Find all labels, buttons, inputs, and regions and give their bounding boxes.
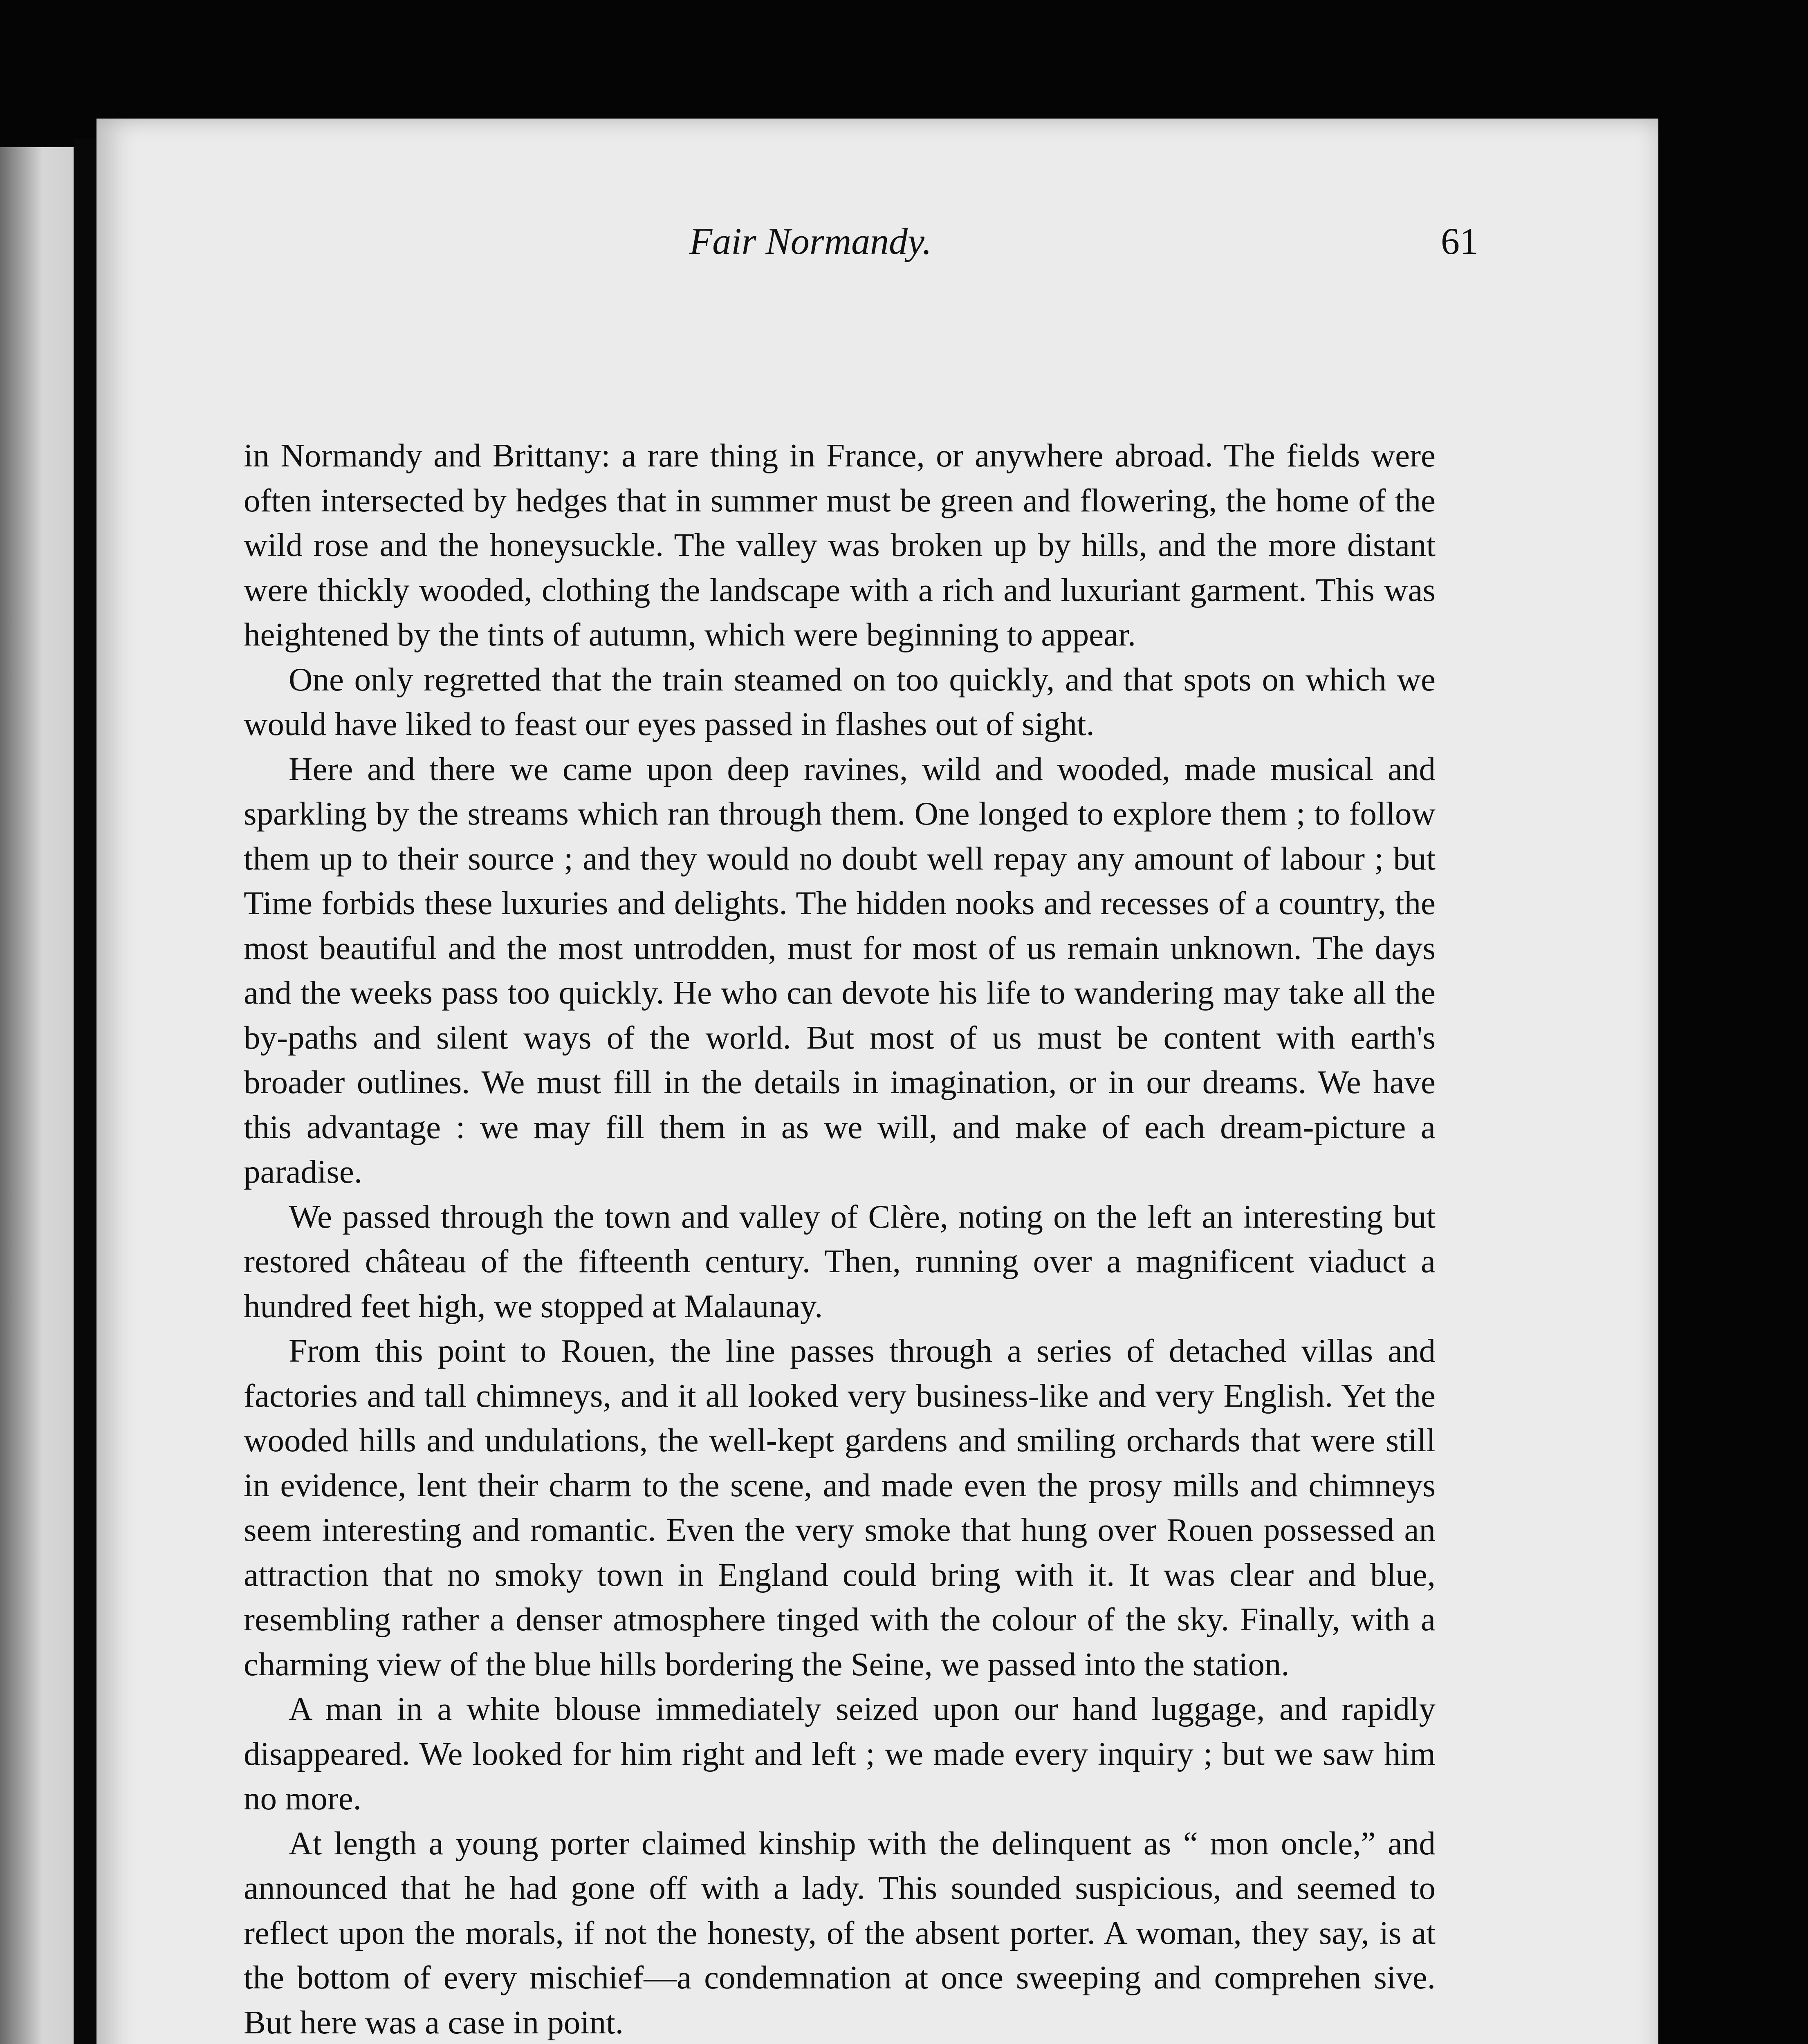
facing-page-edge xyxy=(0,147,78,2044)
paragraph-5: From this point to Rouen, the line passes through a series of detached villas and factories and tall chimneys, and it all looked very business-like and very English. Yet the wooded hills and undulations, the well-kept gardens and smiling orchards that were still in evidence, lent their charm to the scene, and made even the prosy mills and chimneys seem interesting and romantic. Even the very smoke that hung over Rouen possessed an attraction that no smoky town in England could bring with it. It was clear and blue, resembling rather a denser atmosphere tinged with the colour of the sky. Finally, with a charming view of the blue hills bordering the Seine, we passed into the station. xyxy=(244,1332,1436,1683)
running-head xyxy=(96,213,1658,270)
book-page xyxy=(96,119,1658,2044)
paragraph-3: Here and there we came upon deep ravines, wild and wooded, made musical and sparkling by the streams which ran through them. One longed to explore them ; to follow them up to their source ; and they would no doubt well repay any amount of labour ; but Time forbids these luxuries and delights. The hidden nooks and recesses of a country, the most beautiful and the most untrodden, must for most of us remain unknown. The days and the weeks pass too quickly. He who can devote his life to wandering may take all the by-paths and silent ways of the world. But most of us must be content with earth's broader outlines. We must fill in the details in imagination, or in our dreams. We have this advantage : we may fill them in as we will, and make of each dream-picture a paradise. xyxy=(244,750,1436,1190)
page-number: 61 xyxy=(1441,220,1478,262)
running-title: Fair Normandy. xyxy=(689,220,932,262)
body-text xyxy=(244,433,1436,2044)
paragraph-6: A man in a white blouse immediately seized upon our hand luggage, and rapidly disappeared. We looked for him right and left ; we made every inquiry ; but we saw him no more. xyxy=(244,1690,1436,1817)
paragraph-2: One only regretted that the train steamed on too quickly, and that spots on which we would have liked to feast our eyes passed in flashes out of sight. xyxy=(244,661,1436,742)
book-gutter xyxy=(74,139,98,2044)
paragraph-1: in Normandy and Brittany: a rare thing in France, or anywhere abroad. The fields were often intersected by hedges that in summer must be green and flowering, the home of the wild rose and the honeysuckle. The valley was broken up by hills, and the more distant were thickly wooded, clothing the landscape with a rich and luxuriant garment. This was heightened by the tints of autumn, which were beginning to appear. xyxy=(244,437,1436,653)
paragraph-7: At length a young porter claimed kinship with the delinquent as “ mon oncle,” and announced that he had gone off with a lady. This sounded suspicious, and seemed to reflect upon the morals, if not the honesty, of the absent porter. A woman, they say, is at the bottom of every mischief—a condemnation at once sweeping and comprehen sive. But here was a case in point. xyxy=(244,1824,1436,2041)
paragraph-4: We passed through the town and valley of Clère, noting on the left an interesting but restored château of the fifteenth century. Then, running over a magnificent viaduct a hundred feet high, we stopped at Malaunay. xyxy=(244,1198,1436,1325)
